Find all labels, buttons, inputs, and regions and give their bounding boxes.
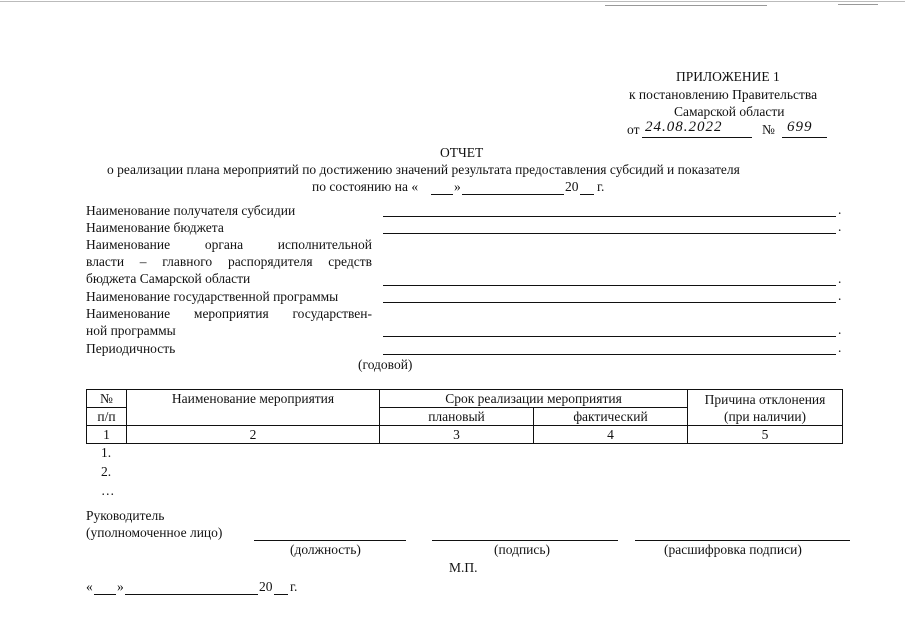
th-reason-l2: (при наличии) — [723, 408, 807, 424]
field-activity-line[interactable] — [383, 336, 836, 337]
th-actual — [534, 408, 688, 426]
field-periodicity-dot: . — [838, 340, 842, 355]
table-row-marker: 1. — [101, 445, 112, 460]
appendix-title: ПРИЛОЖЕНИЕ 1 — [676, 69, 780, 84]
table-index-cell: 1 — [87, 426, 127, 444]
table-index-row — [87, 426, 843, 444]
th-planned — [380, 408, 534, 426]
report-title: ОТЧЕТ — [440, 145, 484, 160]
field-authority-label-1: Наименование органа исполнительной — [86, 237, 372, 252]
signature-position-caption: (должность) — [290, 542, 361, 557]
report-day-line — [431, 194, 453, 195]
th-number-l2: п/п — [97, 409, 116, 424]
th-number-l1: № — [100, 391, 113, 406]
sign-date-close: » — [117, 579, 124, 594]
appendix-from-label: от — [627, 122, 640, 137]
field-program-label: Наименование государственной программы — [86, 289, 339, 304]
table-index-cell: 2 — [127, 426, 380, 444]
appendix-date: 24.08.2022 — [645, 119, 723, 135]
sign-date-day-line[interactable] — [94, 594, 116, 595]
field-activity-dot: . — [838, 322, 842, 337]
th-number-sub — [87, 408, 127, 426]
field-budget-label: Наименование бюджета — [86, 220, 224, 235]
field-recipient-dot: . — [838, 202, 842, 217]
scan-edge-line-far — [838, 4, 878, 5]
table-row-marker: … — [101, 483, 115, 498]
th-actual-text: фактический — [573, 409, 648, 424]
th-planned-text: плановый — [428, 409, 485, 424]
th-number — [87, 390, 127, 408]
signature-decode-line[interactable] — [635, 540, 850, 541]
field-periodicity-note: (годовой) — [358, 357, 413, 372]
appendix-number: 699 — [787, 119, 813, 135]
appendix-number-line — [782, 137, 827, 138]
field-authority-dot: . — [838, 271, 842, 286]
table-index-cell: 5 — [688, 426, 843, 444]
signature-decode-caption: (расшифровка подписи) — [664, 542, 802, 557]
field-program-line[interactable] — [383, 302, 836, 303]
sign-date-year-line[interactable] — [274, 594, 288, 595]
field-periodicity-line[interactable] — [383, 354, 836, 355]
th-activity-name — [127, 390, 380, 426]
appendix-date-line — [642, 137, 752, 138]
signature-position-line[interactable] — [254, 540, 406, 541]
th-term — [380, 390, 688, 408]
th-reason-l1: Причина отклонения — [704, 391, 826, 407]
signature-sign-line[interactable] — [432, 540, 618, 541]
field-budget-line[interactable] — [383, 233, 836, 234]
report-date-prefix: по состоянию на « — [312, 179, 419, 194]
report-year: 20 — [565, 179, 579, 194]
field-authority-label-2: власти – главного распорядителя средств — [86, 254, 372, 269]
appendix-line-2: Самарской области — [674, 104, 785, 119]
report-year-line — [580, 194, 594, 195]
signature-head-sublabel: (уполномоченное лицо) — [86, 525, 223, 540]
sign-date-suffix: г. — [290, 579, 298, 594]
table-row-marker: 2. — [101, 464, 112, 479]
field-recipient-label: Наименование получателя субсидии — [86, 203, 296, 218]
field-recipient-line[interactable] — [383, 216, 836, 217]
sign-date-open: « — [86, 579, 93, 594]
report-subtitle: о реализации плана мероприятий по достижению значений результата предоставления субсидий и показателя — [107, 162, 740, 177]
report-month-line — [462, 194, 564, 195]
report-year-suffix: г. — [597, 179, 605, 194]
table-index-cell: 4 — [534, 426, 688, 444]
field-program-dot: . — [838, 288, 842, 303]
sign-date-month-line[interactable] — [125, 594, 258, 595]
th-reason — [688, 390, 843, 426]
field-authority-label-3: бюджета Самарской области — [86, 271, 251, 286]
signature-sign-caption: (подпись) — [494, 542, 551, 557]
field-periodicity-label: Периодичность — [86, 341, 176, 356]
th-activity-name-text: Наименование мероприятия — [171, 391, 335, 406]
signature-head-label: Руководитель — [86, 508, 165, 523]
sign-date-year: 20 — [259, 579, 273, 594]
appendix-line-1: к постановлению Правительства — [629, 87, 818, 102]
appendix-num-label: № — [762, 122, 775, 137]
seal-label: М.П. — [449, 560, 478, 575]
scan-edge-line-right — [605, 5, 767, 6]
report-date-quote: » — [454, 179, 461, 194]
field-budget-dot: . — [838, 219, 842, 234]
report-table — [86, 389, 843, 444]
th-term-text: Срок реализации мероприятия — [445, 391, 622, 406]
table-index-cell: 3 — [380, 426, 534, 444]
scan-edge-line — [0, 1, 905, 2]
field-activity-label-2: ной программы — [86, 323, 176, 338]
field-authority-line[interactable] — [383, 285, 836, 286]
field-activity-label-1: Наименование мероприятия государствен- — [86, 306, 372, 321]
